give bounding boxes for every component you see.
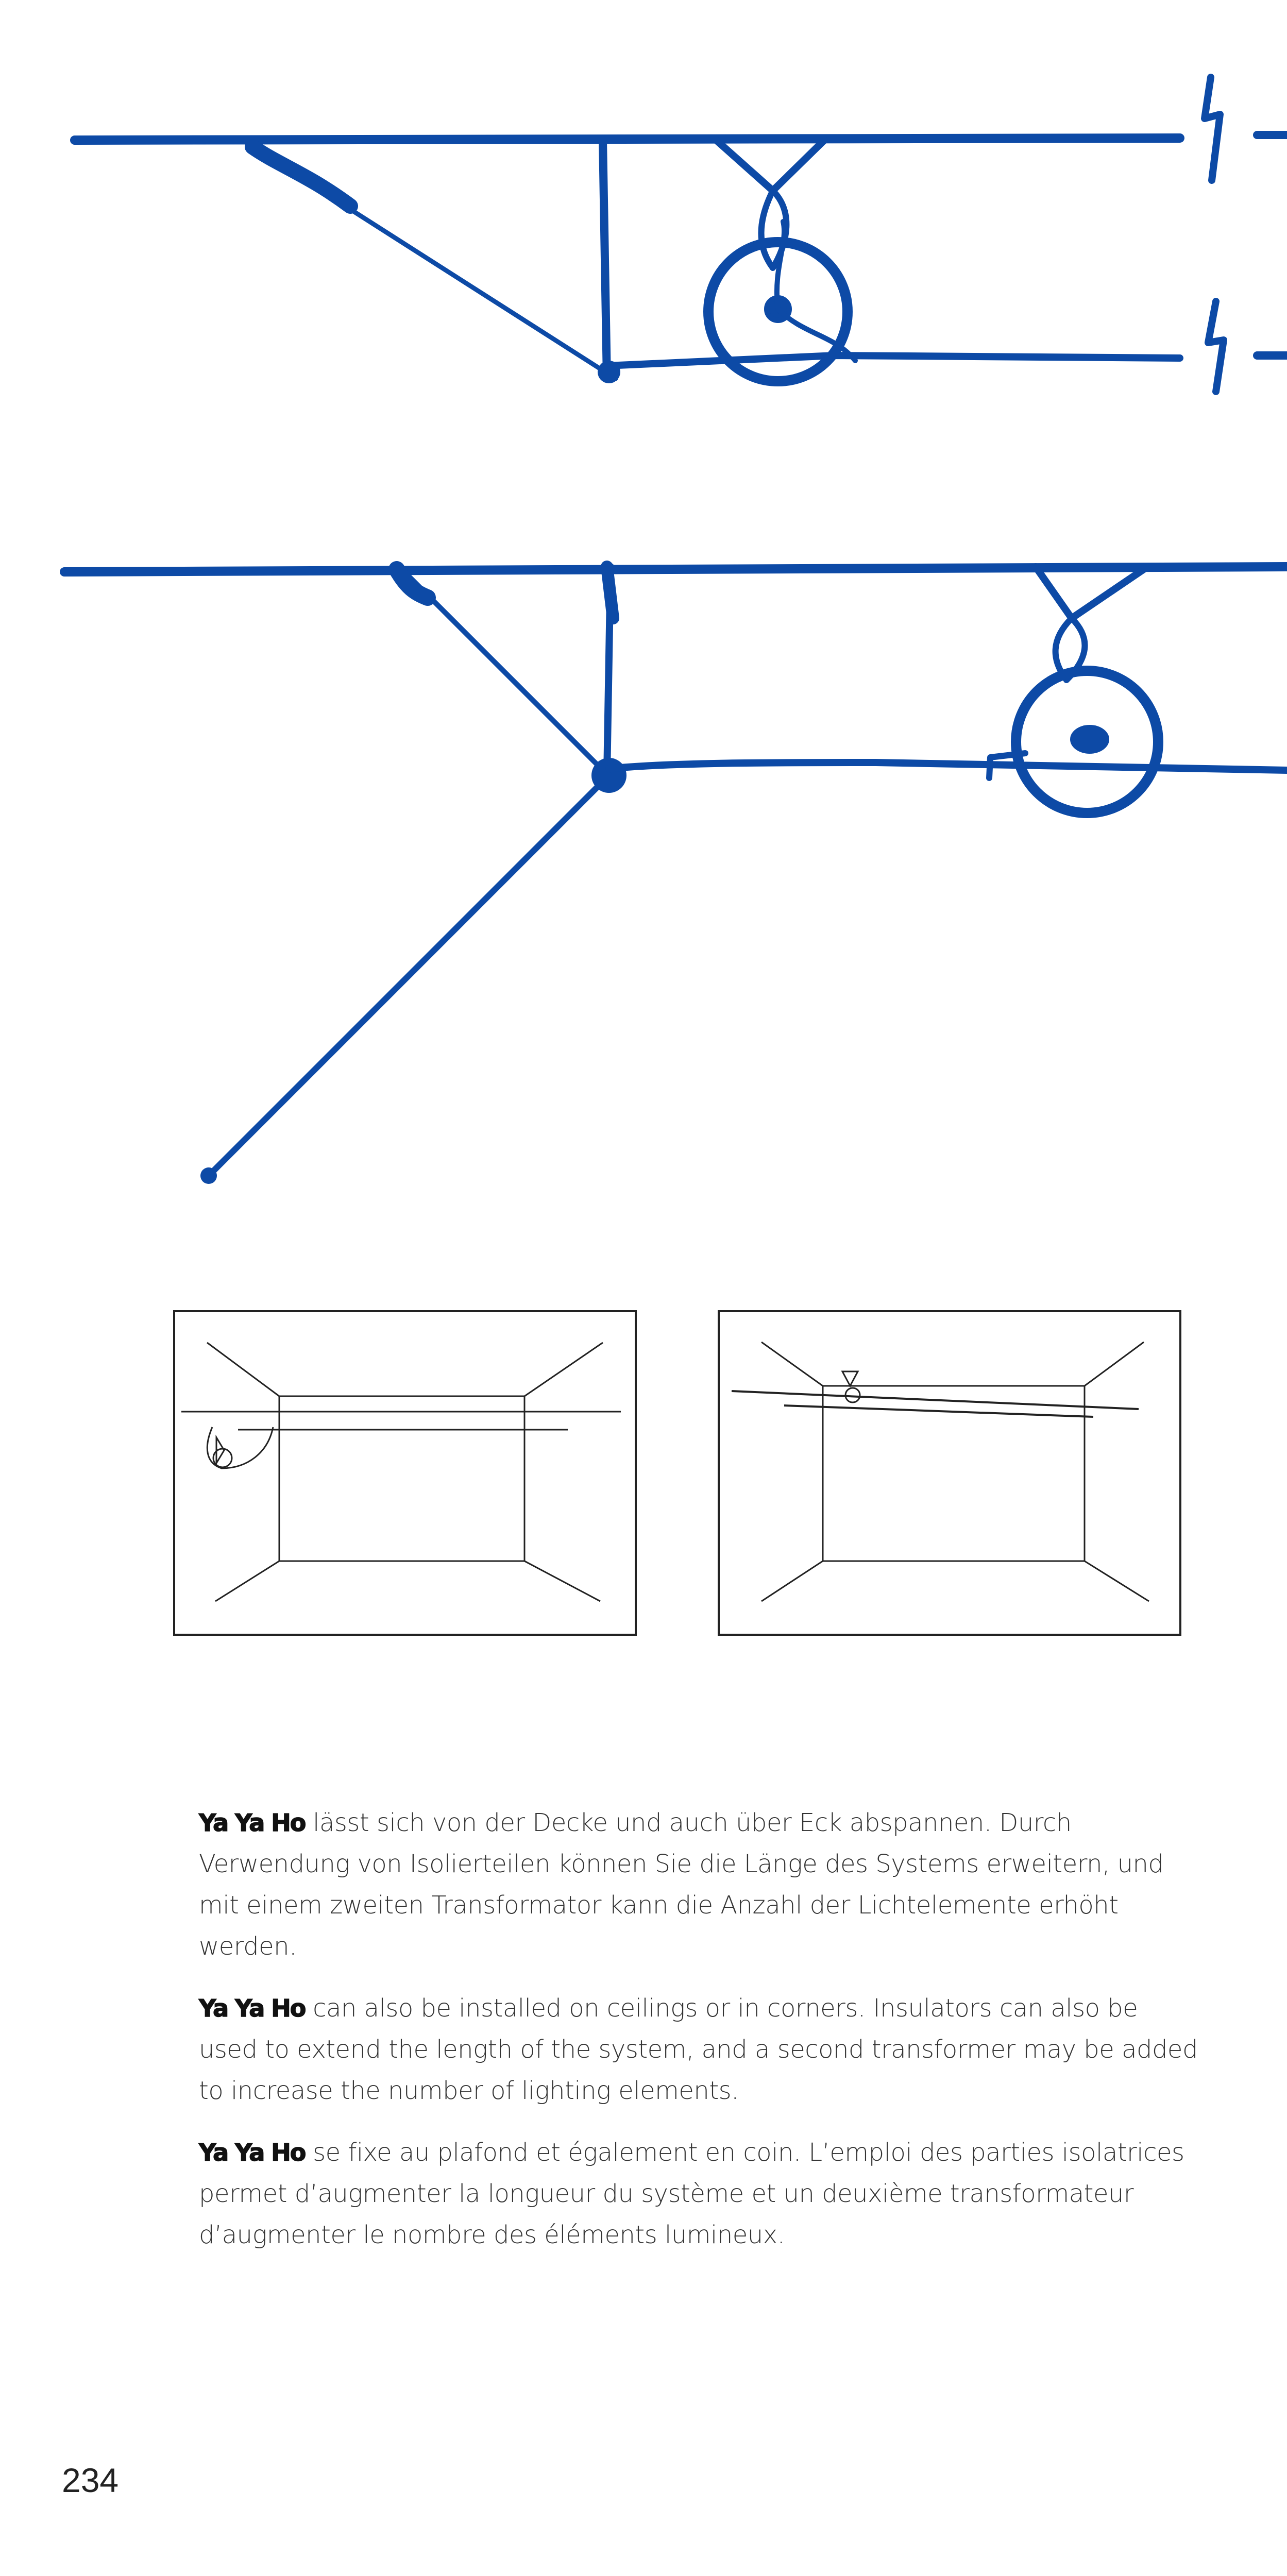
paragraph-french <box>199 2132 1204 2256</box>
room-diagram-corner <box>174 1311 636 1635</box>
ceiling-mount-sketch <box>75 77 1287 392</box>
paragraph-text: se fixe au plafond et également en coin. L’emploi des parties isolatrices permet d’augmenter la longueur du système et un deuxième transformateur d’augmenter le nombre des éléments lumineux. <box>199 2138 1184 2249</box>
paragraph-english <box>199 1988 1204 2111</box>
brand-name: Ya Ya Ho <box>199 1994 306 2022</box>
paragraph-text: lässt sich von der Decke und auch über Eck abspannen. Durch Verwendung von Isolierteilen können Sie die Länge des Systems erweitern, und mit einem zweiten Transformator kann die Anzahl der Lichtelemente erhöht werden. <box>199 1808 1164 1961</box>
room-diagram-ceiling <box>719 1311 1180 1635</box>
corner-mount-sketch <box>64 567 1287 1184</box>
description-text <box>199 1802 1204 2276</box>
brand-name: Ya Ya Ho <box>199 1809 306 1837</box>
page-number: 234 <box>62 2461 119 2499</box>
paragraph-german <box>199 1802 1204 1967</box>
brand-name: Ya Ya Ho <box>199 2139 306 2166</box>
paragraph-text: can also be installed on ceilings or in corners. Insulators can also be used to extend the length of the system, and a second transformer may be added to increase the number of lighting elements. <box>199 1994 1198 2105</box>
